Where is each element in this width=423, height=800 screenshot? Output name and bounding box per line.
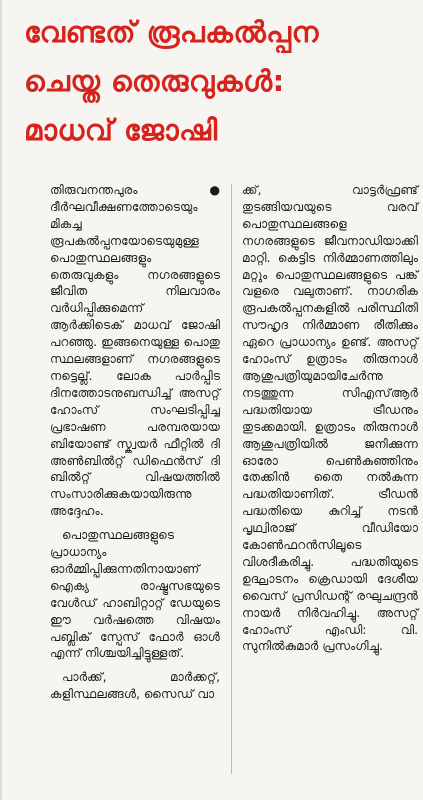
headline-line-1: വേണ്ടത് രൂപകൽപ്പന xyxy=(24,15,319,49)
paragraph-public-spaces: പൊതുസ്ഥലങ്ങളുടെ പ്രാധാന്യം ഓർമ്മിപ്പിക്കുന്നതിനായാണ് ഐക്യ രാഷ്ട്രസഭയുടെ വേൾഡ് ഹാബിറ്റാറ്റ് ഡേയുടെ ഈ വർഷത്തെ വിഷയം പബ്ലിക് സ്പേസ് ഫോർ ഓൾ എന്ന് നിശ്ചയിച്ചിട്ടുള്ളത്. xyxy=(50,528,220,661)
article-column-left xyxy=(50,182,220,710)
headline xyxy=(24,8,419,155)
article-column-right xyxy=(242,182,418,662)
paragraph-continuation: ക്ക്, വാട്ടർഫ്രണ്ട് തുടങ്ങിയവയുടെ വരവ് പൊതുസ്ഥലങ്ങളെ നഗരങ്ങളുടെ ജീവനാഡിയാക്കി മാറ്റി. കെട്ടിട നിർമ്മാണത്തിലും മറ്റും പൊതുസ്ഥലങ്ങളുടെ പങ്ക് വളരെ വലുതാണ്. നാഗരിക രൂപകൽപ്പനകളിൽ പരിസ്ഥിതി സൗഹൃദ നിർമ്മാണ രീതിക്കും ഏറെ പ്രാധാന്യം ഉണ്ട്. അസറ്റ് ഹോംസ് ഉത്രാടം തിരുനാൾ ആശുപത്രിയുമായിചേർന്നു നടത്തുന്ന സിഎസ്ആർ പദ്ധതിയായ ട്രീഡനും തുടക്കമായി. ഉത്രാടം തിരുനാൾ ആശുപത്രിയിൽ ജനിക്കുന്ന ഓരോ പെൺകുഞ്ഞിനും തേക്കിൻ തൈ നൽകുന്ന പദ്ധതിയാണിത്. ട്രീഡൻ പദ്ധതിയെ കുറിച്ച് നടൻ പൃഥ്വിരാജ് വീഡിയോ കോൺഫറൻസിലൂടെ വിശദീകരിച്ചു. പദ്ധതിയുടെ ഉദ്ഘാടനം ക്രെഡായി ദേശീയ വൈസ് പ്രസിഡന്റ് രഘുചന്ദ്രൻ നായർ നിർവഹിച്ചു. അസറ്റ് ഹോംസ് എംഡി: വി. സുനിൽകുമാർ പ്രസംഗിച്ചു. xyxy=(242,183,418,654)
column-divider xyxy=(231,184,232,774)
headline-line-3: മാധവ് ജോഷി xyxy=(24,113,218,147)
paragraph-intro: തിരുവനന്തപുരം ● ദീർഘവീക്ഷണത്തോടെയും മികച്ച രൂപകൽപ്പനയോടെയുമുള്ള പൊതുസ്ഥലങ്ങളും തെരുവുകളും നഗരങ്ങളുടെ ജീവിത നിലവാരം വർധിപ്പിക്കുമെന്ന് ആർക്കിടെക് മാധവ് ജോഷി പറഞ്ഞു. ഇങ്ങനെയുള്ള പൊതു സ്ഥലങ്ങളാണ് നഗരങ്ങളുടെ നട്ടെല്ല്. ലോക പാർപ്പിട ദിനത്തോടനുബന്ധിച്ച് അസറ്റ് ഹോംസ് സംഘടിപ്പിച്ച പ്രഭാഷണ പരമ്പരയായ ബിയോണ്ട് സ്ക്വയർ ഫീറ്റിൽ ദി അൺബിൽറ്റ് ഡിഫെൻസ് ദി ബിൽറ്റ് വിഷയത്തിൽ സംസാരിക്കുകയായിരുന്നു അദ്ദേഹം. xyxy=(50,183,220,519)
paragraph-parks: പാർക്ക്, മാർക്കറ്റ്, കളിസ്ഥലങ്ങൾ, സൈഡ് വാ xyxy=(50,670,220,702)
headline-line-2: ചെയ്ത തെരുവുകൾ: xyxy=(24,64,285,98)
